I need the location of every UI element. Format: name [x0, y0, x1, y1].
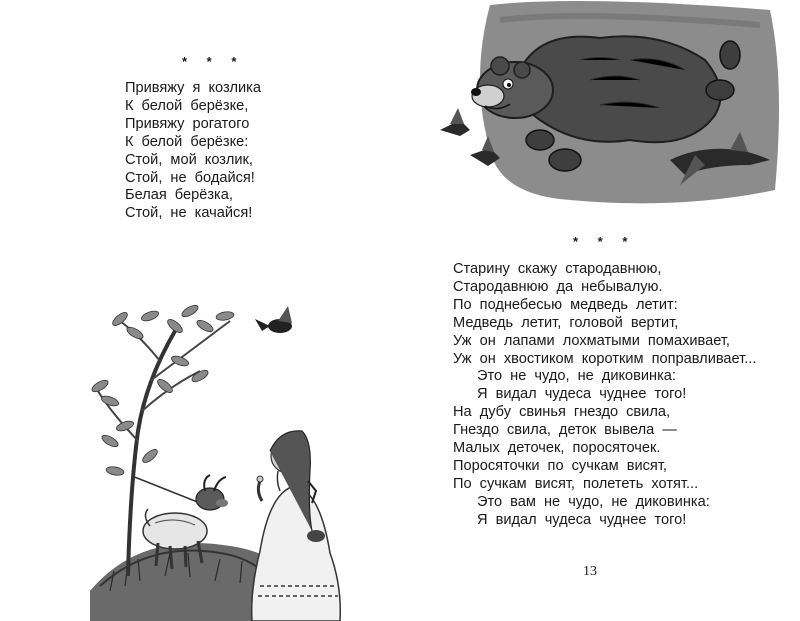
poem-line: Привяжу рогатого	[125, 115, 250, 132]
flying-bear-birds-illustration	[430, 0, 780, 210]
poem-line: Я видал чудеса чуднее того!	[477, 511, 687, 528]
poem-line: Стародавнюю да небывалую.	[453, 278, 663, 295]
poem-line: Стой, мой козлик,	[125, 151, 253, 168]
poem-line: Белая берёзка,	[125, 187, 233, 204]
section-separator: * * *	[573, 234, 636, 249]
poem-line: Уж он лапами лохматыми помахивает,	[453, 332, 730, 349]
poem-line: Старину скажу стародавнюю,	[453, 261, 662, 277]
poem-line: Гнездо свила, деток вывела —	[453, 422, 677, 439]
poem-line: Я видал чудеса чуднее того!	[477, 386, 687, 403]
page-number: 13	[583, 564, 597, 579]
girl-goat-birch-illustration	[80, 291, 380, 621]
poem-line: Стой, не бодайся!	[125, 169, 255, 186]
poem-line: На дубу свинья гнездо свила,	[453, 404, 671, 421]
poem-line: По сучкам висят, полететь хотят...	[453, 475, 699, 492]
poem-line: Поросяточки по сучкам висят,	[453, 457, 667, 474]
poem-line: Малых деточек, поросяточек.	[453, 440, 661, 457]
poem-line: Медведь летит, головой вертит,	[453, 314, 679, 331]
poem-line: По поднебесью медведь летит:	[453, 296, 678, 313]
poem-line: Стой, не качайся!	[125, 205, 253, 222]
poem-line: Уж он хвостиком коротким поправливает...	[453, 350, 757, 367]
poem-goat	[125, 80, 261, 223]
section-separator: * * *	[182, 54, 245, 69]
poem-line: Привяжу я козлика	[125, 80, 262, 96]
right-page	[400, 0, 800, 621]
poem-line: К белой берёзке,	[125, 97, 249, 114]
poem-line: К белой берёзке:	[125, 133, 249, 150]
poem-line: Это не чудо, не диковинка:	[477, 368, 676, 385]
poem-line: Это вам не чудо, не диковинка:	[477, 493, 710, 510]
poem-bear	[453, 261, 756, 530]
